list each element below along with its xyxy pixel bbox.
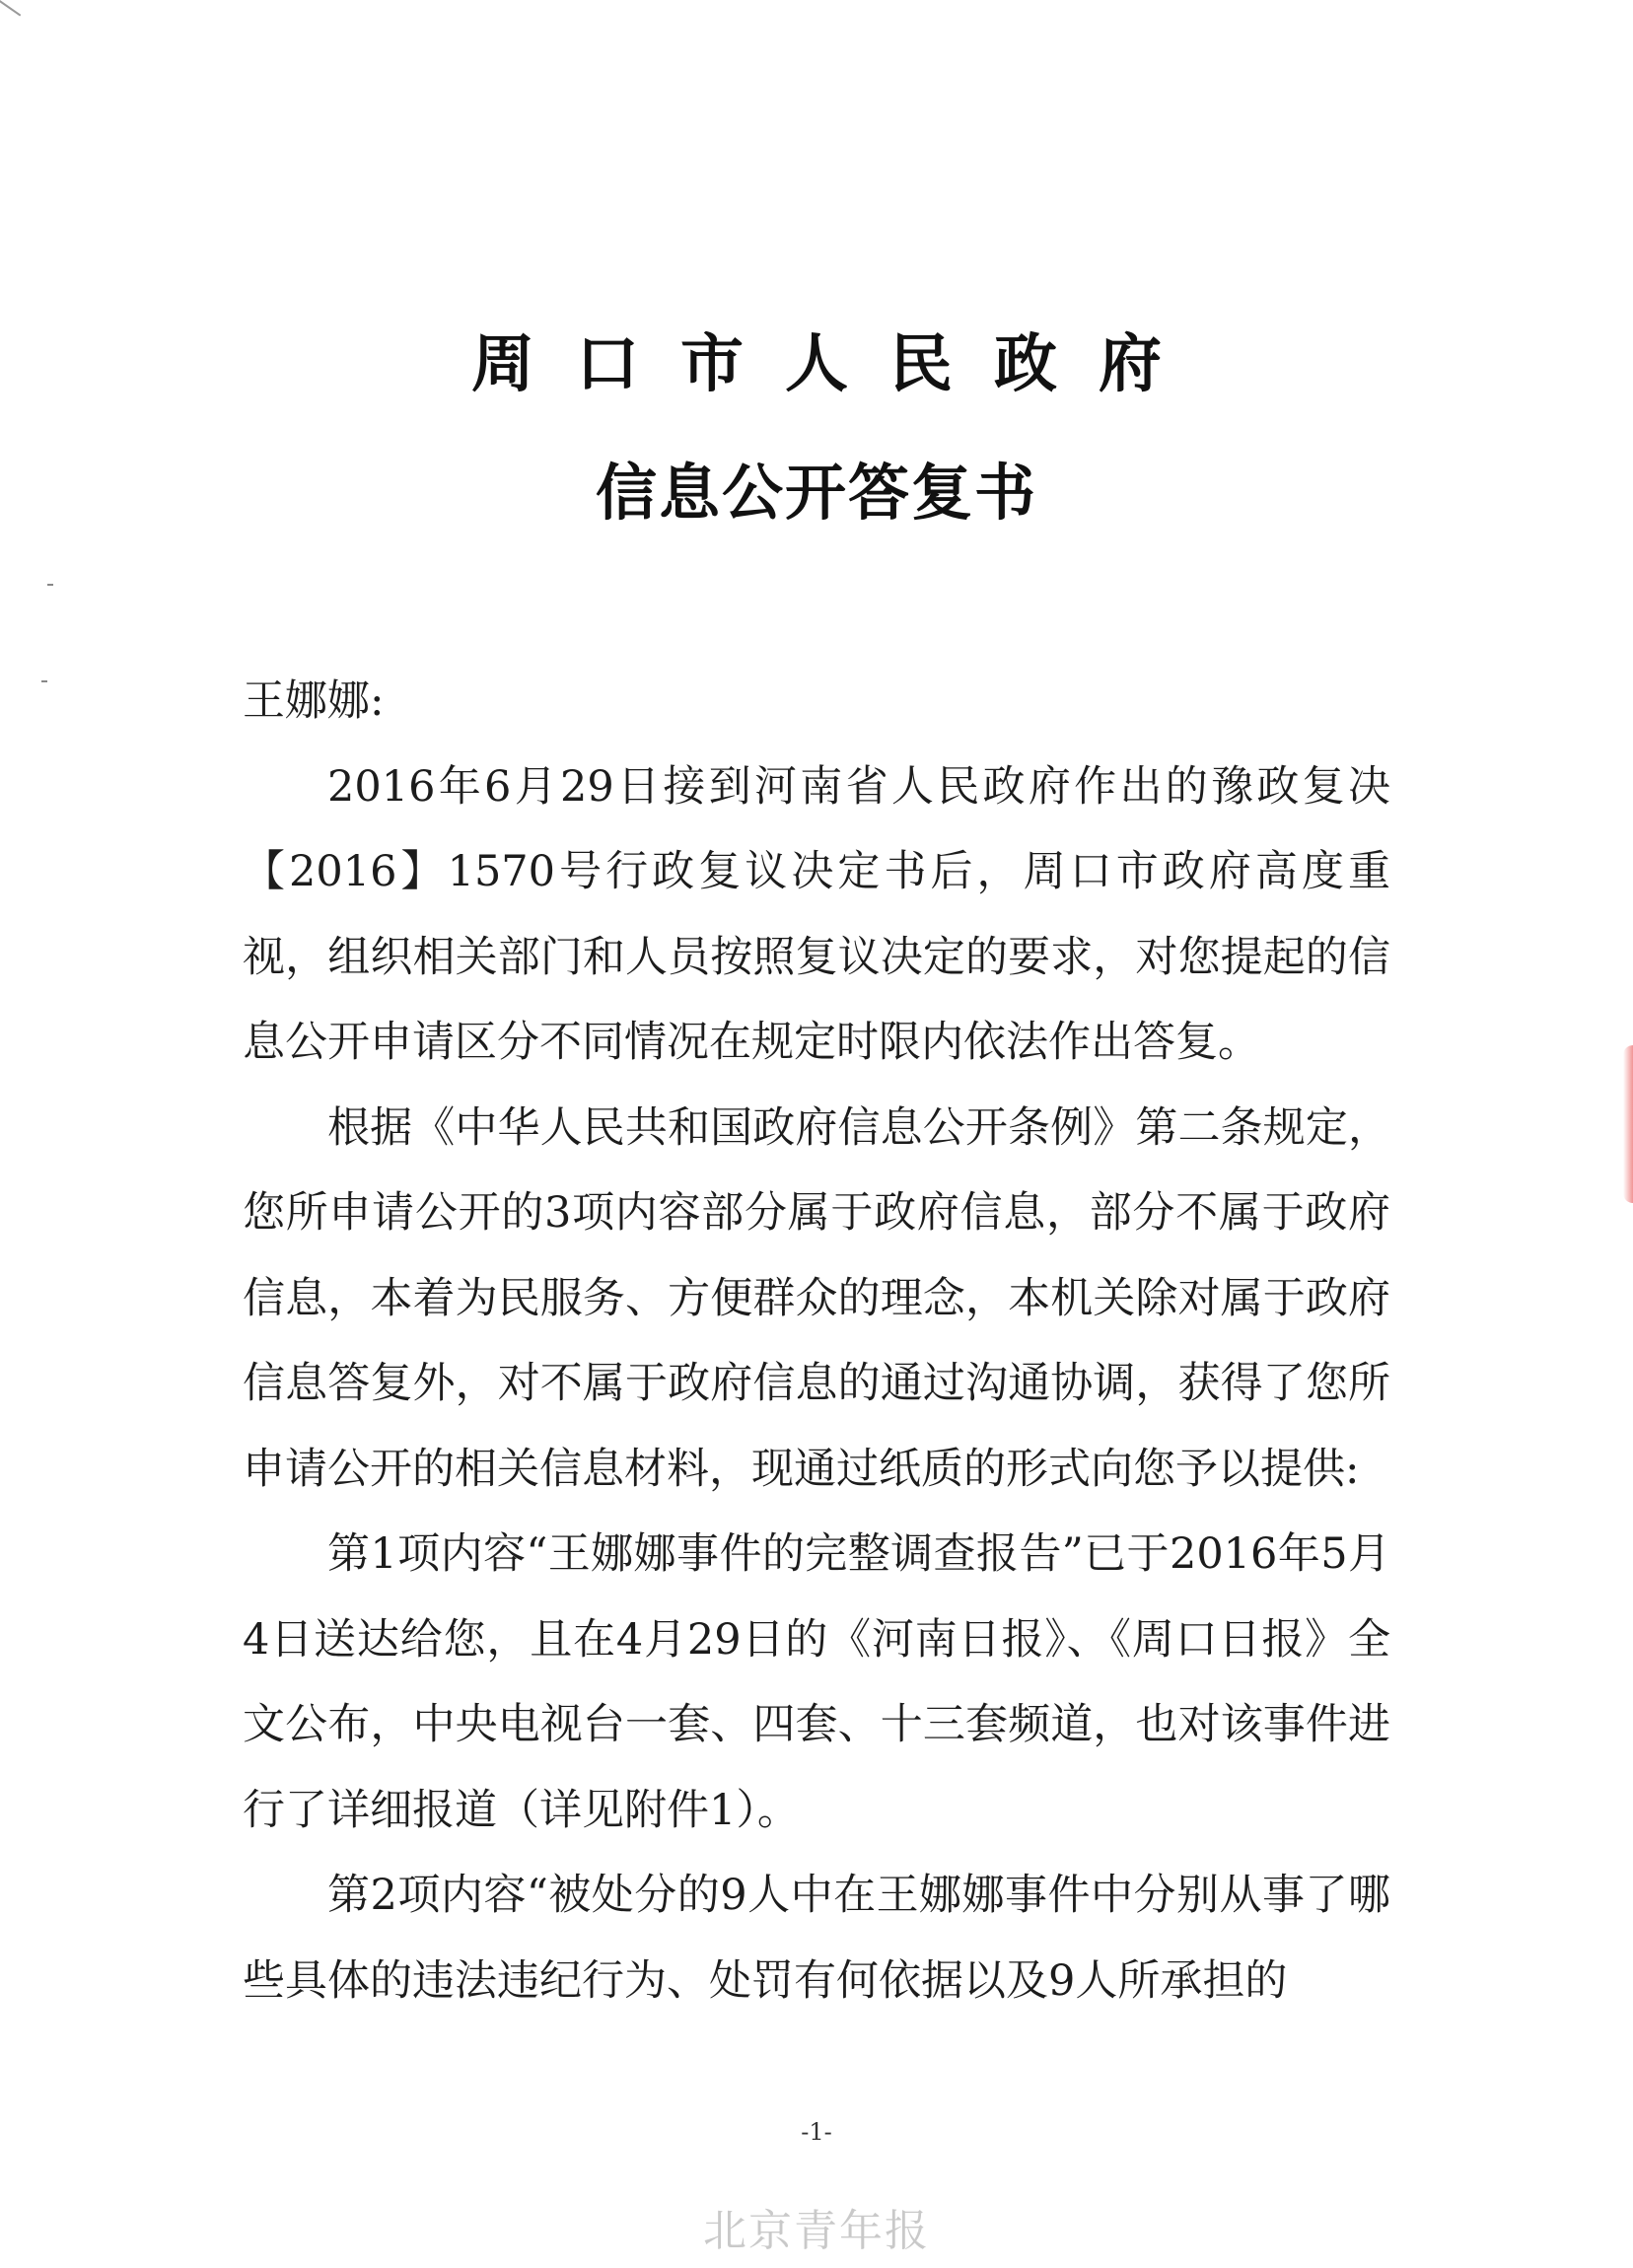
paragraph-2: 根据《中华人民共和国政府信息公开条例》第二条规定，您所申请公开的3项内容部分属于政府信息，部分不属于政府信息，本着为民服务、方便群众的理念，本机关除对属于政府信息答复外，对不属于政府信息的通过沟通协调，获得了您所申请公开的相关信息材料，现通过纸质的形式向您予以提供: [243, 1102, 1390, 1494]
salutation: 王娜娜: [243, 676, 385, 726]
page-number: -1- [801, 2118, 832, 2146]
red-seal-edge [1623, 1045, 1633, 1203]
scan-corner-mark [0, 0, 21, 37]
paragraph-1: 2016年6月29日接到河南省人民政府作出的豫政复决【2016】1570号行政复议决定书后，周口市政府高度重视，组织相关部门和人员按照复议决定的要求，对您提起的信息公开申请区分不同情况在规定时限内依法作出答复。 [243, 761, 1390, 1067]
watermark: 北京青年报 [703, 2206, 930, 2256]
document-body [243, 659, 1390, 2023]
document-subtitle: 信息公开答复书 [595, 457, 1037, 529]
document-title: 周口市人民政府 [471, 327, 1203, 401]
scan-speck [47, 584, 53, 586]
paragraph-3: 第1项内容“王娜娜事件的完整调查报告”已于2016年5月4日送达给您，且在4月29日的《河南日报》、《周口日报》全文公布，中央电视台一套、四套、十三套频道，也对该事件进行了详细报道（详见附件1）。 [243, 1529, 1390, 1835]
paragraph-4: 第2项内容“被处分的9人中在王娜娜事件中分别从事了哪些具体的违法违纪行为、处罚有何依据以及9人所承担的 [243, 1871, 1390, 2006]
scan-speck [41, 680, 47, 682]
